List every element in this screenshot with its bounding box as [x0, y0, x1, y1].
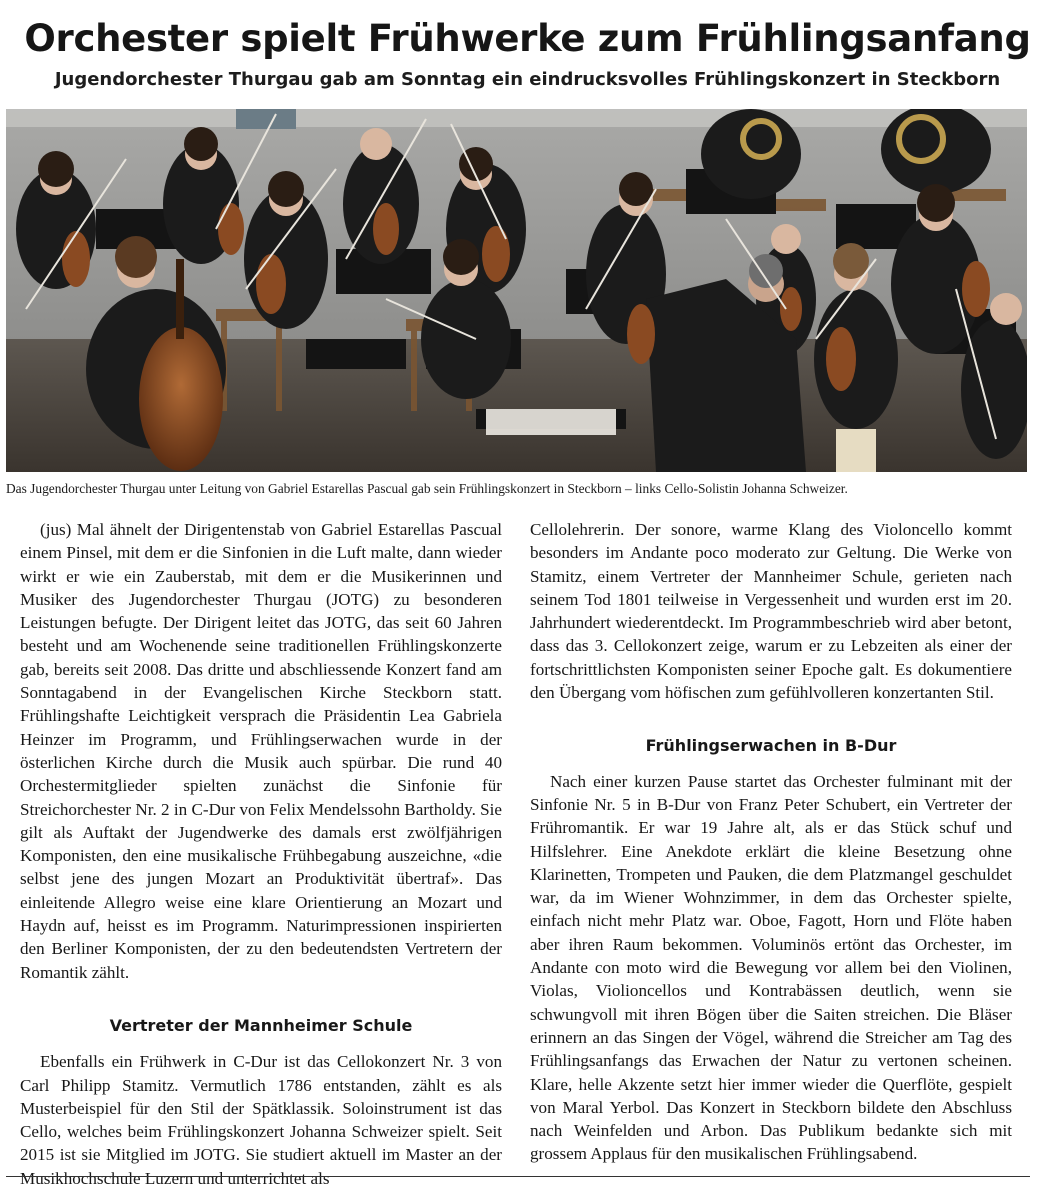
paragraph-cellokonzert: Ebenfalls ein Frühwerk in C-Dur ist das Cellokonzert Nr. 3 von Carl Philipp Stamitz. Vermutlich 1786 entstanden, zählt es als Musterbeispiel für den Stil der Spätklassik. Soloinstrument ist das Cello, welches beim Frühlingskonzert Johanna Schweizer spielt. Seit 2015 ist sie Mitglied im JOTG. Sie studiert aktuell im Master an der Musikhochschule Luzern und unterrichtet als — [20, 1052, 502, 1188]
orchestra-photo-illustration — [6, 109, 1027, 472]
orchestra-photo — [6, 109, 1027, 472]
headline: Orchester spielt Frühwerke zum Frühlingsanfang — [24, 17, 1031, 60]
bottom-rule — [6, 1176, 1030, 1177]
left-column — [20, 518, 502, 1190]
right-column — [530, 518, 1012, 1166]
paragraph-schubert: Nach einer kurzen Pause startet das Orchester fulminant mit der Sinfonie Nr. 5 in B-Dur von Franz Peter Schubert, ein Vertreter der Frühromantik. Er war 19 Jahre alt, als er das Stück schuf und Hilfslehrer. Eine Anekdote erklärt die kleine Besetzung ohne Klarinetten, Trompeten und Pauken, die dem Platzmangel geschuldet war, da im Wiener Wohnzimmer, in dem das Orchester spielte, einfach nicht mehr Platz war. Oboe, Fagott, Horn und Flöte haben aber ihren Raum bekommen. Voluminös ertönt das Orchester, im Andante con moto wird die Bewegung vor allem bei den Violinen, Violas, Violioncellos und Kontrabässen deutlich, wenn sie schwungvoll mit ihren Bögen über die Saiten streichen. Die Bläser erinnern an das Singen der Vögel, während die Streicher am Tag des Frühlingsanfangs das Erwachen der Natur zu vertonen scheinen. Klare, helle Akzente setzt hier immer wieder die Querflöte, gespielt von Maral Yerbol. Das Konzert in Steckborn bildete den Abschluss nach Weinfelden und Arbon. Das Publikum bedankte sich mit grossem Applaus für den musikalischen Frühlingsabend. — [530, 771, 1012, 1164]
paragraph-intro: (jus) Mal ähnelt der Dirigentenstab von Gabriel Estarellas Pascual einem Pinsel, mit dem er die Sinfonien in die Luft malte, dann wieder wirkt er wie ein Zauberstab, mit dem er die Musikerinnen und Musiker des Jugendorchester Thurgau (JOTG) zu besonderen Leistungen befugte. Der Dirigent leitet das JOTG, das seit 60 Jahren besteht und am Wochenende seine traditionellen Frühlingskonzerte gab, bereits seit 2008. Das dritte und abschliessende Konzert fand am Sonntagabend in der Evangelischen Kirche Steckborn statt. Frühlingshafte Leichtigkeit versprach die Präsidentin Lea Gabriela Heinzer im Programm, und Frühlingserwachen wurde in der österlichen Kirche durch die Musik auch spürbar. Die rund 40 Orchestermitglieder spielten zunächst die Sinfonie für Streichorchester Nr. 2 in C-Dur von Felix Mendelssohn Bartholdy. Sie gilt als Auftakt der Jugendwerke des damals erst zwölfjährigen Komponisten, den eine musikalische Frühbegabung auszeichne, «die selbst jene des jungen Mozart an Produktivität übertraf». Das einleitende Allegro weise eine klare Orientierung an Mozart und Haydn auf, heisst es im Programm. Naturimpressionen inspirierten den Berliner Komponisten, der zu den bedeutendsten Vertretern der Romantik zählt. — [20, 520, 502, 982]
subheading-mannheimer: Vertreter der Mannheimer Schule — [109, 1015, 413, 1035]
paragraph-stamitz: Cellolehrerin. Der sonore, warme Klang des Violoncello kommt besonders im Andante poco moderato zur Geltung. Die Werke von Stamitz, einem Vertreter der Mannheimer Schule, gerieten nach seinem Tod 1801 teilweise in Vergessenheit und wurden erst im 20. Jahrhundert wiederentdeckt. Im Programmbeschrieb wird aber betont, dass das 3. Cellokonzert zeige, warum er zu Lebzeiten als einer der fortschrittlichsten Komponisten seiner Epoche galt. Es dokumentiere den Übergang vom höfischen zum gefühlvolleren konzertanten Stil. — [530, 520, 1012, 703]
subheadline: Jugendorchester Thurgau gab am Sonntag ein eindrucksvolles Frühlingskonzert in Steckborn — [54, 69, 1001, 90]
photo-caption: Das Jugendorchester Thurgau unter Leitung von Gabriel Estarellas Pascual gab sein Frühlingskonzert in Steckborn – links Cello-Solistin Johanna Schweizer. — [6, 481, 848, 496]
subheading-b-dur: Frühlingserwachen in B-Dur — [645, 736, 897, 756]
